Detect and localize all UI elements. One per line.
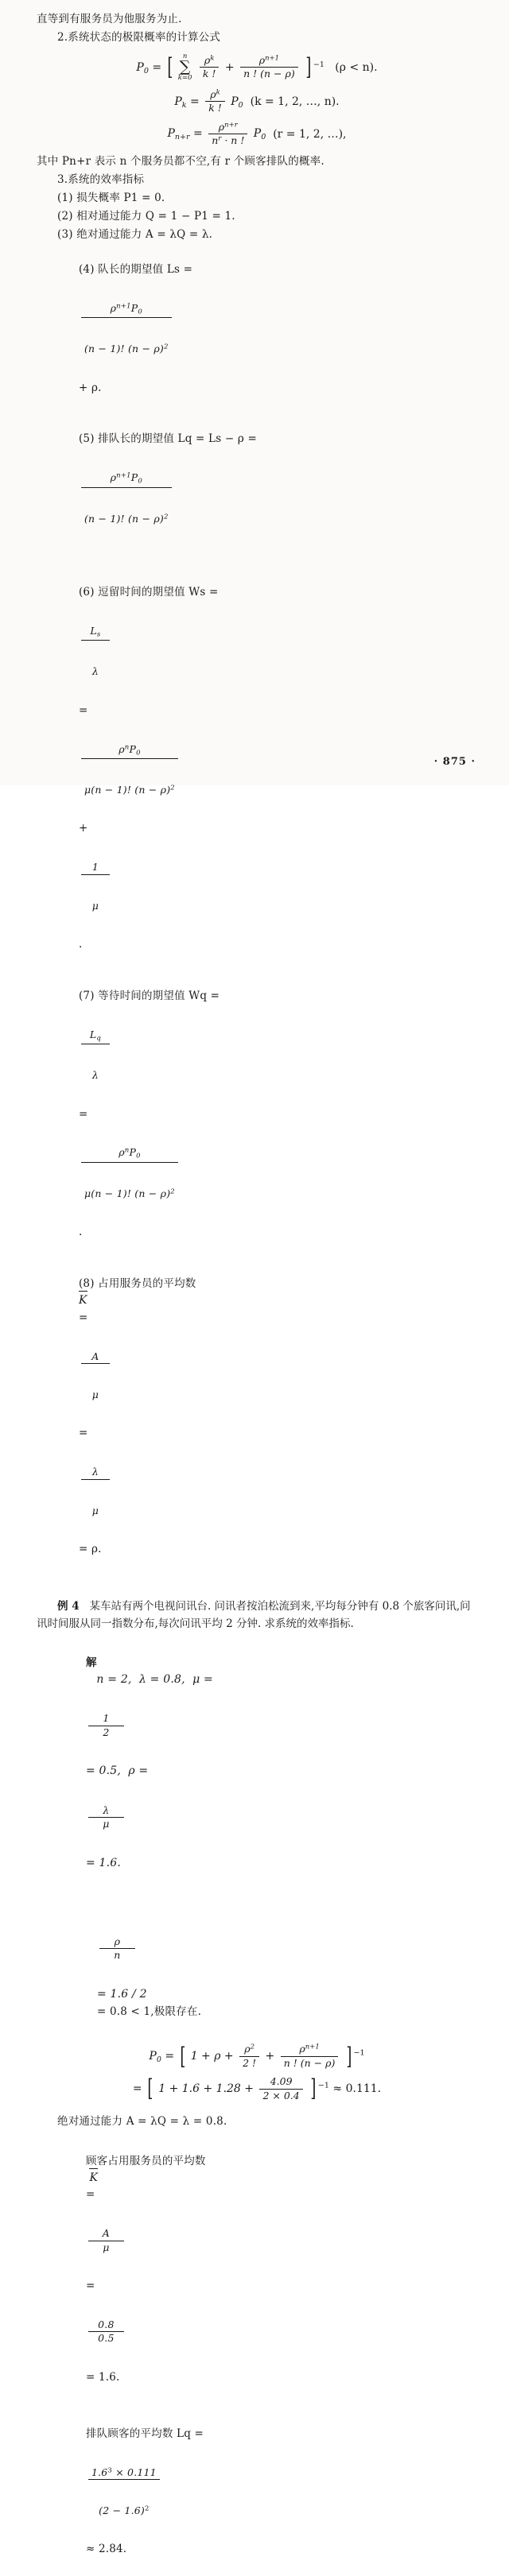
indicator-4-tail: + ρ.: [78, 381, 102, 394]
fraction-409-over-2x04: $\frac{4.09}{2 \times 0.4}$: [259, 2076, 302, 2101]
fraction-a-over-mu-2: $\frac{A}{\mu}$: [88, 2203, 124, 2278]
indicator-1: (1) 损失概率 P1 = 0.: [57, 192, 165, 205]
page-number-value: 875: [442, 756, 467, 768]
formula-pk: $P_k$ = $\frac{\rho^k}{k !}$ $P_0$ (k = 1, 2, …, n).: [174, 87, 340, 114]
p0-calc-line-2: = [ 1 + 1.6 + 1.28 + $\frac{4.09}{2 \times 0.4}$ ] $^{-1}$ ≈ 0.111.: [132, 2074, 382, 2103]
text-line-pnr-meaning: [37, 153, 477, 170]
text-line-continuation: 直等到有服务员为他服务为止.: [37, 13, 182, 25]
indicator-8: (8) 占用服务员的平均数 K = $\frac{A}{\mu}$ = $\frac{\lambda}{\mu}$ = ρ.: [78, 1277, 196, 1556]
fraction-rho-n1-over-nfact-2: $\frac{\rho^{n+1}}{n ! (n - \rho)}$: [281, 2043, 339, 2069]
indicator-4-label: (4) 队长的期望值 Ls =: [78, 262, 193, 276]
limit-check-line: $\frac{\rho}{n}$ = 1.6 / 2 = 0.8 < 1,极限存在.: [37, 1895, 477, 2036]
indicator-5-label: (5) 排队长的期望值 Lq = Ls − ρ =: [78, 432, 257, 446]
example-block: [37, 1598, 477, 2574]
fraction-rho-n1-over-nfact: $\frac{\rho^{n+1}}{n ! (n - \rho)}$: [240, 55, 298, 80]
avg-servers-line: 顾客占用服务员的平均数 K = $\frac{A}{\mu}$ = $\frac{0.8}{0.5}$ = 1.6.: [85, 2154, 206, 2384]
solution-heading: 解: [85, 1656, 97, 1669]
queue-avg-value: ≈ 2.84.: [85, 2543, 127, 2556]
left-bracket-2: [: [179, 2042, 185, 2070]
indicator-6: (6) 逗留时间的期望值 Ws = $\frac{L_s}{\lambda}$ = $\frac{\rho^nP_0}{\mu(n - 1)! (n - \rho)^2}$ + $\frac{1}{\mu}$ .: [78, 585, 219, 951]
indicator-8-label: (8) 占用服务员的平均数: [78, 1277, 196, 1290]
queue-avg-label: 排队顾客的平均数 Lq =: [85, 2427, 204, 2440]
left-bracket: [: [166, 53, 173, 82]
fraction-lq-over-lambda: $\frac{L_q}{\lambda}$: [81, 1005, 110, 1106]
pnr-range: (r = 1, 2, …),: [273, 127, 347, 141]
right-bracket: ]: [305, 53, 312, 82]
right-bracket-3: ]: [310, 2074, 317, 2103]
page-content: [37, 11, 477, 2576]
fraction-one-half: $\frac{1}{2}$: [88, 1688, 124, 1763]
indicator-5: [37, 414, 477, 566]
p0-exponent: −1: [353, 2049, 365, 2059]
fraction-lq-calc: $\frac{1.6^3 \times 0.111}{(2 - 1.6)^2}$: [88, 2442, 160, 2542]
fraction-rho-k-over-k-fact: $\frac{\rho^k}{k !}$: [200, 55, 220, 80]
avg-servers-label: 顾客占用服务员的平均数: [85, 2154, 206, 2167]
indicator-6-label: (6) 逗留时间的期望值 Ws =: [78, 585, 219, 598]
formula-p0: $P_0$ = [ n ∑ k=0 $\frac{\rho^k}{k !}$ + $\frac{\rho^{n+1}}{n ! (n - \rho)}$ ] $^{-1}$ (ρ < n).: [136, 52, 378, 83]
fraction-lambda-mu: $\frac{\lambda}{\mu}$: [88, 1780, 124, 1855]
fraction-rho-k-over-k-fact-2: $\frac{\rho^k}{k !}$: [205, 89, 225, 114]
fraction-a-over-mu: $\frac{A}{\mu}$: [81, 1327, 110, 1426]
fraction-one-over-mu: $\frac{1}{\mu}$: [81, 837, 110, 936]
p0-calc-line-1: $P_0$ = [ 1 + ρ + $\frac{\rho^2}{2 !}$ + $\frac{\rho^{n+1}}{n ! (n - \rho)}$ ] $^{-1}$: [149, 2042, 365, 2070]
fraction-ls: $\frac{\rho^{n+1}P_0}{(n - 1)! (n - \rho)^2}$: [81, 278, 172, 380]
indicator-4: [37, 245, 477, 413]
indicator-7: (7) 等待时间的期望值 Wq = $\frac{L_q}{\lambda}$ = $\frac{\rho^nP_0}{\mu(n - 1)! (n - \rho)^2}$ .: [78, 989, 220, 1239]
formula-pnr: $P_{n+r}$ = $\frac{\rho^{n+r}}{n^r \cdot n !}$ $P_0$ (r = 1, 2, …),: [167, 120, 347, 146]
limit-exists-text: = 0.8 < 1,极限存在.: [96, 2005, 202, 2018]
kbar-tail: = ρ.: [78, 1543, 102, 1556]
p0-condition: (ρ < n).: [335, 60, 378, 74]
fraction-ws: $\frac{\rho^nP_0}{\mu(n - 1)! (n - \rho)^2}$: [81, 719, 178, 821]
k-bar-symbol-2: K: [89, 2170, 98, 2187]
fraction-08-over-05: $\frac{0.8}{0.5}$: [88, 2295, 124, 2369]
absolute-capacity-line: 绝对通过能力 A = λQ = λ = 0.8.: [57, 2114, 227, 2128]
section-heading-3: 3.系统的效率指标: [57, 173, 145, 187]
fraction-ls-over-lambda: $\frac{L_s}{\lambda}$: [81, 601, 110, 703]
pnr-meaning-text: 其中 Pn+r 表示 n 个服务员都不空,有 r 个顾客排队的概率.: [37, 155, 324, 169]
fraction-rho-nr: $\frac{\rho^{n+r}}{n^r \cdot n !}$: [208, 122, 247, 147]
example-heading: 例 4: [57, 1599, 80, 1613]
fraction-rho-over-n: $\frac{\rho}{n}$: [99, 1912, 135, 1986]
p0-result: ≈ 0.111.: [332, 2082, 382, 2096]
section-heading-2: 2.系统状态的极限概率的计算公式: [57, 30, 221, 44]
indicator-7-label: (7) 等待时间的期望值 Wq =: [78, 989, 220, 1002]
indicator-3: (3) 绝对通过能力 A = λQ = λ.: [57, 228, 213, 242]
queue-avg-line: [37, 2409, 477, 2575]
pk-range: (k = 1, 2, …, n).: [250, 95, 340, 108]
solution-line: 解 n = 2, λ = 0.8, μ = $\frac{1}{2}$ = 0.5, ρ = $\frac{\lambda}{\mu}$ = 1.6.: [85, 1656, 213, 1869]
indicator-2: (2) 相对通过能力 Q = 1 − P1 = 1.: [57, 210, 235, 223]
fraction-rho2-over-2fact: $\frac{\rho^2}{2 !}$: [239, 2043, 259, 2069]
fraction-lambda-over-mu: $\frac{\lambda}{\mu}$: [81, 1442, 110, 1541]
page-number: · 875 ·: [433, 756, 476, 768]
fraction-lq: $\frac{\rho^{n+1}P_0}{(n - 1)! (n - \rho)^2}$: [81, 447, 172, 549]
example-text: 某车站有两个电视问讯台. 问讯者按泊松流到来,平均每分钟有 0.8 个旅客问讯,问讯时间服从同一指数分布,每次问讯平均 2 分钟. 求系统的效率指标.: [37, 1599, 471, 1630]
right-bracket-2: ]: [346, 2042, 352, 2070]
left-bracket-3: [: [147, 2074, 153, 2103]
example-paragraph: [37, 1598, 477, 1633]
summation-symbol: n ∑ k=0: [177, 52, 192, 83]
fraction-wq: $\frac{\rho^nP_0}{\mu(n - 1)! (n - \rho)^2}$: [81, 1122, 178, 1224]
k-bar-symbol: K: [79, 1292, 87, 1310]
